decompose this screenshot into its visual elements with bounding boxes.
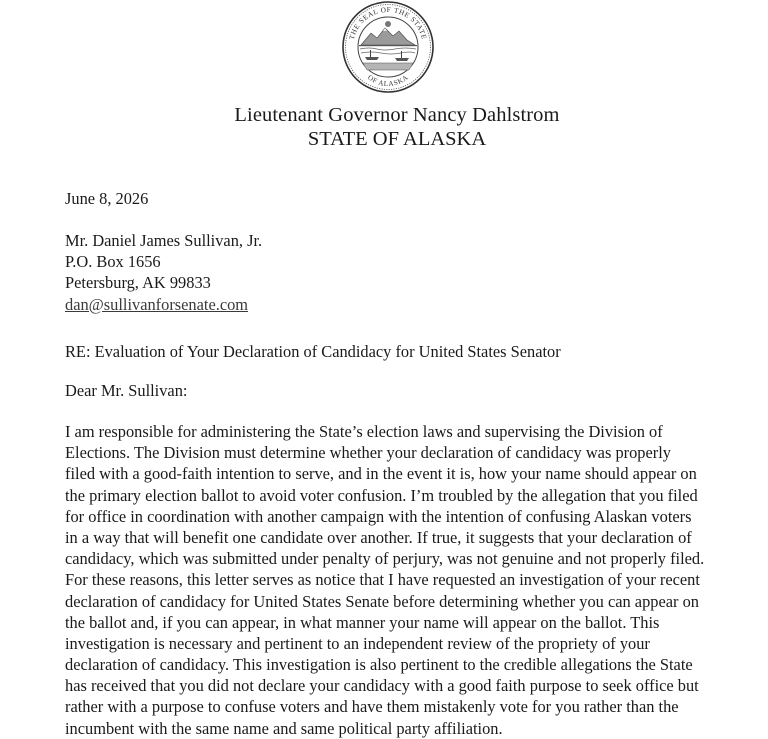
recipient-name: Mr. Daniel James Sullivan, Jr. xyxy=(65,231,263,250)
paragraph-line: the primary election ballot to avoid voter confusion. I’m troubled by the allegation that you filed xyxy=(65,485,698,505)
paragraph-line: Elections. The Division must determine whether your declaration of candidacy was properly xyxy=(65,443,671,463)
paragraph-line: incumbent with the same name and same political party affiliation. xyxy=(65,718,503,738)
paragraph-line: filed with a good-faith intention to serve, and in the event it is, how your name should appear on xyxy=(65,464,697,484)
paragraph-line: rather with a purpose to confuse voters and have them mistakenly vote for you rather than the xyxy=(65,697,679,717)
salutation: Dear Mr. Sullivan: xyxy=(65,381,188,400)
subject-line: RE: Evaluation of Your Declaration of Candidacy for United States Senator xyxy=(65,342,561,361)
paragraph-line: For these reasons, this letter serves as notice that I have requested an investigation of your recent xyxy=(65,570,700,590)
letterhead-official-name: Lieutenant Governor Nancy Dahlstrom xyxy=(234,104,560,126)
paragraph-line: declaration of candidacy. This investigation is also pertinent to the credible allegations the State xyxy=(65,655,693,675)
seal-scene xyxy=(359,21,417,70)
paragraph-line: declaration of candidacy for United States Senate before determining whether you can appear on xyxy=(65,591,699,611)
recipient-po-box: P.O. Box 1656 xyxy=(65,252,161,272)
paragraph-line: I am responsible for administering the State’s election laws and supervising the Division of xyxy=(65,422,663,441)
recipient-address-block xyxy=(65,230,262,315)
letterhead-state-name: STATE OF ALASKA xyxy=(307,128,487,150)
paragraph-line: for office in coordination with another campaign with the intention of confusing Alaskan voters xyxy=(65,506,692,526)
state-seal xyxy=(339,0,437,94)
paragraph-line: in a way that will benefit one candidate over another. If true, it suggests that your declaration of xyxy=(65,527,692,547)
paragraph-line: investigation is necessary and pertinent to an independent review of the propriety of your xyxy=(65,633,650,653)
paragraph-line: the ballot and, if you can appear, in what manner your name will appear on the ballot. This xyxy=(65,612,660,632)
paragraph-line: has received that you did not declare your candidacy with a good faith purpose to seek office but xyxy=(65,676,699,696)
body-paragraph xyxy=(65,421,704,739)
recipient-email-link[interactable]: dan@sullivanforsenate.com xyxy=(65,294,249,314)
svg-text:OF ALASKA: OF ALASKA xyxy=(366,73,410,89)
paragraph-line: candidacy, which was submitted under penalty of perjury, was not genuine and not properly filed. xyxy=(65,549,705,569)
letter-date: June 8, 2026 xyxy=(65,189,149,208)
svg-text:THE SEAL OF THE STATE: THE SEAL OF THE STATE xyxy=(347,5,429,41)
recipient-city: Petersburg, AK 99833 xyxy=(65,273,211,293)
